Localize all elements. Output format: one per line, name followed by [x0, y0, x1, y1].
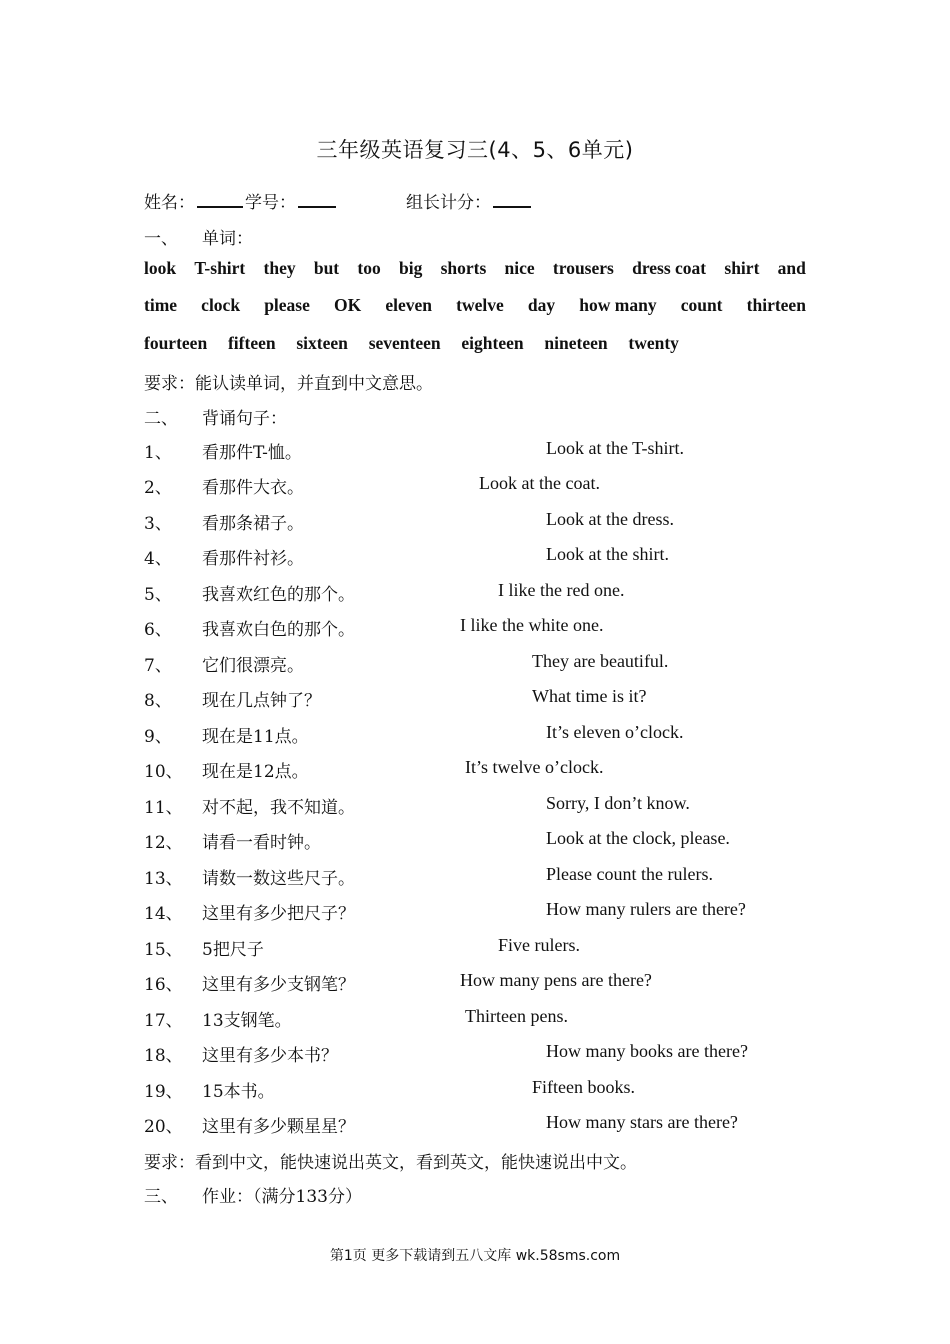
name-blank — [197, 190, 243, 208]
vocab-word: please — [264, 295, 310, 315]
sentence-english: How many pens are there? — [460, 970, 652, 990]
sentence-english: They are beautiful. — [532, 651, 669, 671]
vocab-word: T-shirt — [194, 258, 246, 278]
sentence-chinese: 请数一数这些尺子。 — [202, 869, 355, 889]
sentence-chinese: 现在几点钟了？ — [202, 691, 321, 711]
sentence-english: How many rulers are there? — [546, 899, 746, 919]
name-label: 姓名： — [144, 193, 195, 213]
sentence-chinese: 这里有多少本书？ — [202, 1046, 338, 1066]
vocab-row-2 — [144, 295, 806, 316]
vocab-word: nineteen — [544, 333, 608, 353]
vocab-row-3 — [144, 333, 679, 354]
section-1-heading: 单词： — [202, 229, 253, 249]
vocab-word: eleven — [385, 295, 433, 315]
page-title: 三年级英语复习三(4、5、6单元) — [316, 138, 634, 162]
sentence-english: I like the white one. — [460, 615, 604, 635]
vocab-word: time — [144, 295, 178, 315]
vocab-word: fifteen — [227, 333, 276, 353]
vocab-word: but — [313, 258, 340, 278]
sentence-english: Look at the T-shirt. — [546, 438, 684, 458]
sentence-number: 15、 — [144, 940, 183, 960]
sentence-english: It’s twelve o’clock. — [465, 757, 604, 777]
section-1-number: 一、 — [144, 229, 178, 249]
sentence-english: Sorry, I don’t know. — [546, 793, 690, 813]
sentence-english: Five rulers. — [498, 935, 580, 955]
vocab-word: dress coat — [632, 258, 707, 278]
sentence-english: Fifteen books. — [532, 1077, 635, 1097]
student-info-line — [144, 188, 533, 213]
sentence-number: 10、 — [144, 762, 183, 782]
sentence-english: I like the red one. — [498, 580, 625, 600]
vocab-row-1 — [144, 258, 806, 279]
section-3-heading: 作业：（满分133分） — [202, 1187, 362, 1207]
sentence-number: 18、 — [144, 1046, 183, 1066]
sentence-chinese: 5把尺子 — [202, 940, 264, 960]
vocab-word: thirteen — [746, 295, 806, 315]
vocab-word: how many — [579, 295, 657, 315]
sentence-chinese: 现在是11点。 — [202, 727, 309, 747]
vocab-word: fourteen — [144, 333, 208, 353]
sentence-chinese: 13支钢笔。 — [202, 1011, 292, 1031]
sentence-number: 6、 — [144, 620, 172, 640]
section-2-requirement: 要求：看到中文，能快速说出英文，看到英文，能快速说出中文。 — [144, 1153, 637, 1173]
sentence-number: 9、 — [144, 727, 172, 747]
sentence-english: Look at the coat. — [479, 473, 600, 493]
section-3-number: 三、 — [144, 1187, 178, 1207]
sentence-chinese: 看那件衬衫。 — [202, 549, 304, 569]
sentence-chinese: 这里有多少支钢笔？ — [202, 975, 355, 995]
sentence-english: It’s eleven o’clock. — [546, 722, 684, 742]
sentence-chinese: 请看一看时钟。 — [202, 833, 321, 853]
vocab-word: eighteen — [461, 333, 524, 353]
sentence-english: Please count the rulers. — [546, 864, 713, 884]
sentence-number: 2、 — [144, 478, 172, 498]
vocab-word: shorts — [440, 258, 487, 278]
sentence-english: Look at the shirt. — [546, 544, 669, 564]
sentence-number: 4、 — [144, 549, 172, 569]
sentence-chinese: 我喜欢白色的那个。 — [202, 620, 355, 640]
sentence-number: 16、 — [144, 975, 183, 995]
sentence-english: Thirteen pens. — [465, 1006, 568, 1026]
vocab-word: clock — [201, 295, 241, 315]
vocab-word: big — [398, 258, 423, 278]
sentence-chinese: 15本书。 — [202, 1082, 275, 1102]
sentence-chinese: 这里有多少颗星星？ — [202, 1117, 355, 1137]
vocab-word: shirt — [724, 258, 760, 278]
vocab-word: sixteen — [296, 333, 348, 353]
vocab-word: count — [680, 295, 723, 315]
sentence-english: What time is it? — [532, 686, 647, 706]
sentence-english: Look at the dress. — [546, 509, 674, 529]
vocab-word: day — [527, 295, 556, 315]
sentence-number: 1、 — [144, 443, 172, 463]
sentence-number: 7、 — [144, 656, 172, 676]
section-2-number: 二、 — [144, 409, 178, 429]
sentence-chinese: 看那件T-恤。 — [202, 443, 302, 463]
sentence-chinese: 看那条裙子。 — [202, 514, 304, 534]
vocab-word: look — [144, 258, 177, 278]
sentence-chinese: 看那件大衣。 — [202, 478, 304, 498]
sentence-number: 14、 — [144, 904, 183, 924]
vocab-word: they — [263, 258, 296, 278]
vocab-word: and — [777, 258, 806, 278]
vocab-word: twenty — [628, 333, 679, 353]
sentence-chinese: 这里有多少把尺子？ — [202, 904, 355, 924]
sentence-number: 11、 — [144, 798, 183, 818]
sentence-english: How many stars are there? — [546, 1112, 738, 1132]
section-2-heading: 背诵句子： — [202, 409, 287, 429]
sentence-number: 5、 — [144, 585, 172, 605]
section-1-requirement: 要求：能认读单词，并直到中文意思。 — [144, 374, 433, 394]
vocab-word: OK — [334, 295, 362, 315]
group-score-blank — [493, 190, 531, 208]
vocab-word: twelve — [456, 295, 504, 315]
sentence-number: 13、 — [144, 869, 183, 889]
sentence-chinese: 现在是12点。 — [202, 762, 309, 782]
student-id-blank — [298, 190, 336, 208]
sentence-number: 19、 — [144, 1082, 183, 1102]
vocab-word: too — [357, 258, 381, 278]
vocab-word: trousers — [552, 258, 614, 278]
sentence-number: 3、 — [144, 514, 172, 534]
sentence-chinese: 它们很漂亮。 — [202, 656, 304, 676]
sentence-number: 12、 — [144, 833, 183, 853]
student-id-label: 学号： — [245, 193, 296, 213]
sentence-english: Look at the clock, please. — [546, 828, 730, 848]
sentence-number: 20、 — [144, 1117, 183, 1137]
sentence-number: 8、 — [144, 691, 172, 711]
group-score-label: 组长计分： — [406, 193, 491, 213]
vocab-word: nice — [504, 258, 535, 278]
vocab-word: seventeen — [368, 333, 441, 353]
sentence-number: 17、 — [144, 1011, 183, 1031]
page-footer: 第1页 更多下载请到五八文库 wk.58sms.com — [329, 1248, 621, 1264]
sentence-chinese: 我喜欢红色的那个。 — [202, 585, 355, 605]
sentence-english: How many books are there? — [546, 1041, 748, 1061]
sentence-chinese: 对不起，我不知道。 — [202, 798, 355, 818]
